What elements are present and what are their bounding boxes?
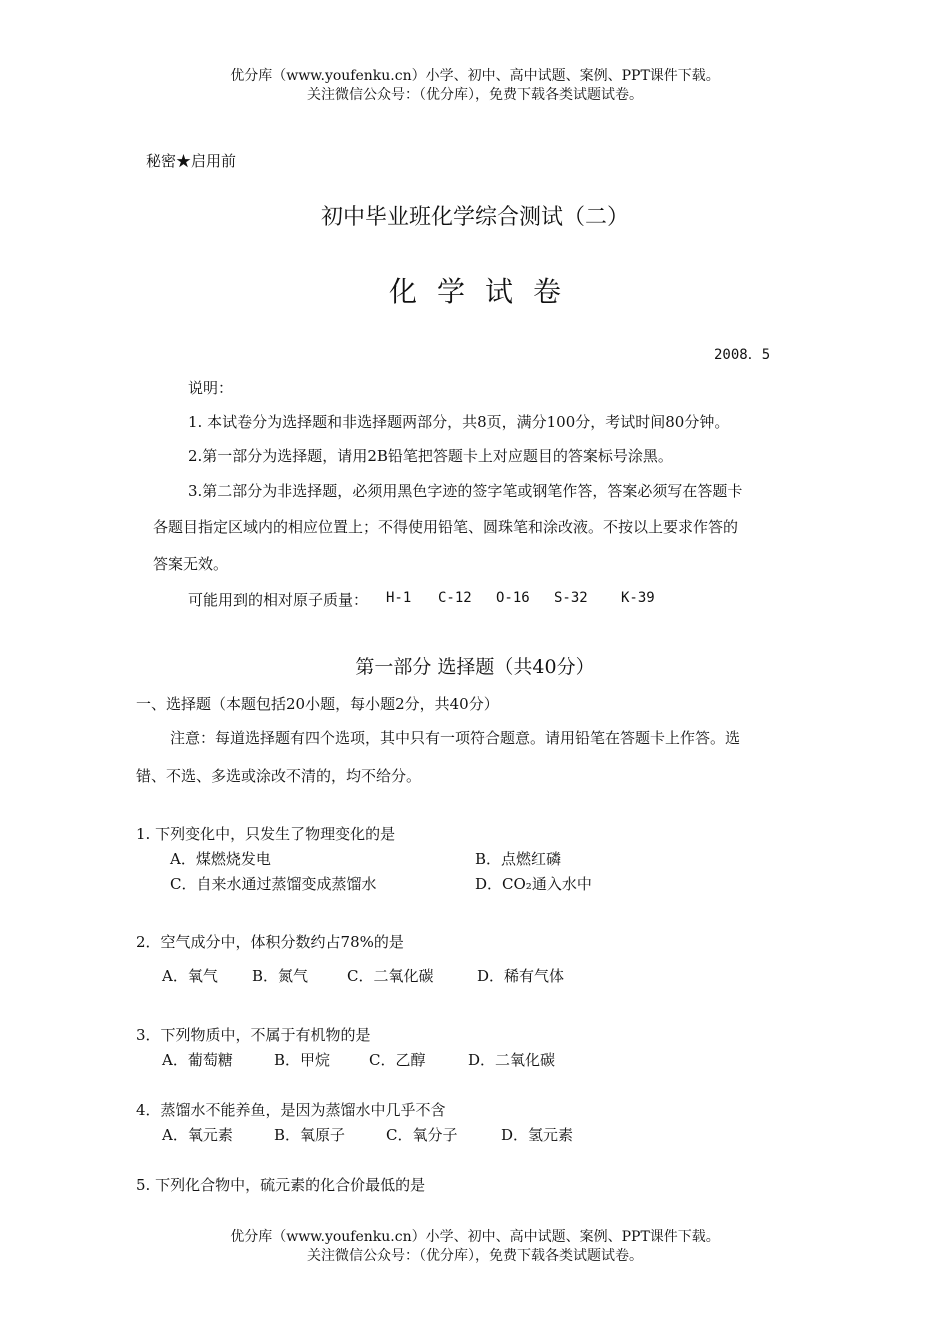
question-1-stem: 1. 下列变化中，只发生了物理变化的是 [136,825,396,843]
atomic-mass-c: C-12 [438,590,472,606]
question-3-option-a: A．葡萄糖 [162,1051,233,1069]
question-4-option-b: B．氧原子 [274,1126,346,1144]
notice-line-2: 错、不选、多选或涂改不清的，均不给分。 [136,767,422,785]
question-1-option-d: D．CO₂通入水中 [475,875,592,893]
atomic-mass-label: 可能用到的相对原子质量： [188,591,369,609]
section-heading: 一、选择题（本题包括20小题，每小题2分，共40分） [136,695,499,713]
question-1-option-b: B．点燃红磷 [475,850,562,868]
footer-line-2: 关注微信公众号：（优分库），免费下载各类试题试卷。 [307,1248,643,1264]
note-3-line-1: 3.第二部分为非选择题，必须用黑色字迹的签字笔或钢笔作答，答案必须写在答题卡 [188,482,743,500]
question-3-stem: 3．下列物质中，不属于有机物的是 [136,1026,371,1044]
atomic-mass-k: K-39 [621,590,655,606]
question-2-option-a: A．氧气 [162,967,218,985]
question-2-option-b: B．氮气 [252,967,309,985]
exam-date: 2008．5 [714,347,771,363]
part1-title: 第一部分 选择题（共40分） [355,656,595,678]
question-3-option-b: B．甲烷 [274,1051,331,1069]
question-2-option-d: D．稀有气体 [477,967,565,985]
note-2: 2.第一部分为选择题，请用2B铅笔把答题卡上对应题目的答案标号涂黑。 [188,447,673,465]
question-1-option-c: C．自来水通过蒸馏变成蒸馏水 [170,875,377,893]
page-title: 初中毕业班化学综合测试（二） [320,205,629,230]
note-3-line-2: 各题目指定区域内的相应位置上；不得使用铅笔、圆珠笔和涂改液。不按以上要求作答的 [153,518,739,536]
header-line-1: 优分库（www.youfenku.cn）小学、初中、高中试题、案例、PPT课件下载。 [230,68,720,84]
question-2-option-c: C．二氧化碳 [347,967,434,985]
question-5-stem: 5. 下列化合物中，硫元素的化合价最低的是 [136,1176,426,1194]
note-3-line-3: 答案无效。 [153,555,229,573]
atomic-mass-o: O-16 [496,590,530,606]
header-line-2: 关注微信公众号：（优分库），免费下载各类试题试卷。 [307,87,643,103]
atomic-mass-h: H-1 [386,590,412,606]
question-4-stem: 4．蒸馏水不能养鱼，是因为蒸馏水中几乎不含 [136,1101,446,1119]
question-2-stem: 2．空气成分中，体积分数约占78%的是 [136,933,404,951]
footer-line-1: 优分库（www.youfenku.cn）小学、初中、高中试题、案例、PPT课件下载。 [230,1229,720,1245]
question-1-option-a: A．煤燃烧发电 [170,850,271,868]
question-4-option-d: D．氢元素 [501,1126,574,1144]
notes-label: 说明： [188,379,234,397]
confidential-mark: 秘密★启用前 [146,152,237,170]
notice-line-1: 注意：每道选择题有四个选项，其中只有一项符合题意。请用铅笔在答题卡上作答。选 [170,729,741,747]
page-subtitle: 化学试卷 [388,275,581,308]
question-4-option-a: A．氧元素 [162,1126,233,1144]
question-3-option-c: C．乙醇 [369,1051,426,1069]
question-3-option-d: D．二氧化碳 [468,1051,556,1069]
note-1: 1. 本试卷分为选择题和非选择题两部分，共8页，满分100分，考试时间80分钟。 [188,413,730,431]
question-4-option-c: C．氧分子 [386,1126,458,1144]
atomic-mass-s: S-32 [554,590,588,606]
